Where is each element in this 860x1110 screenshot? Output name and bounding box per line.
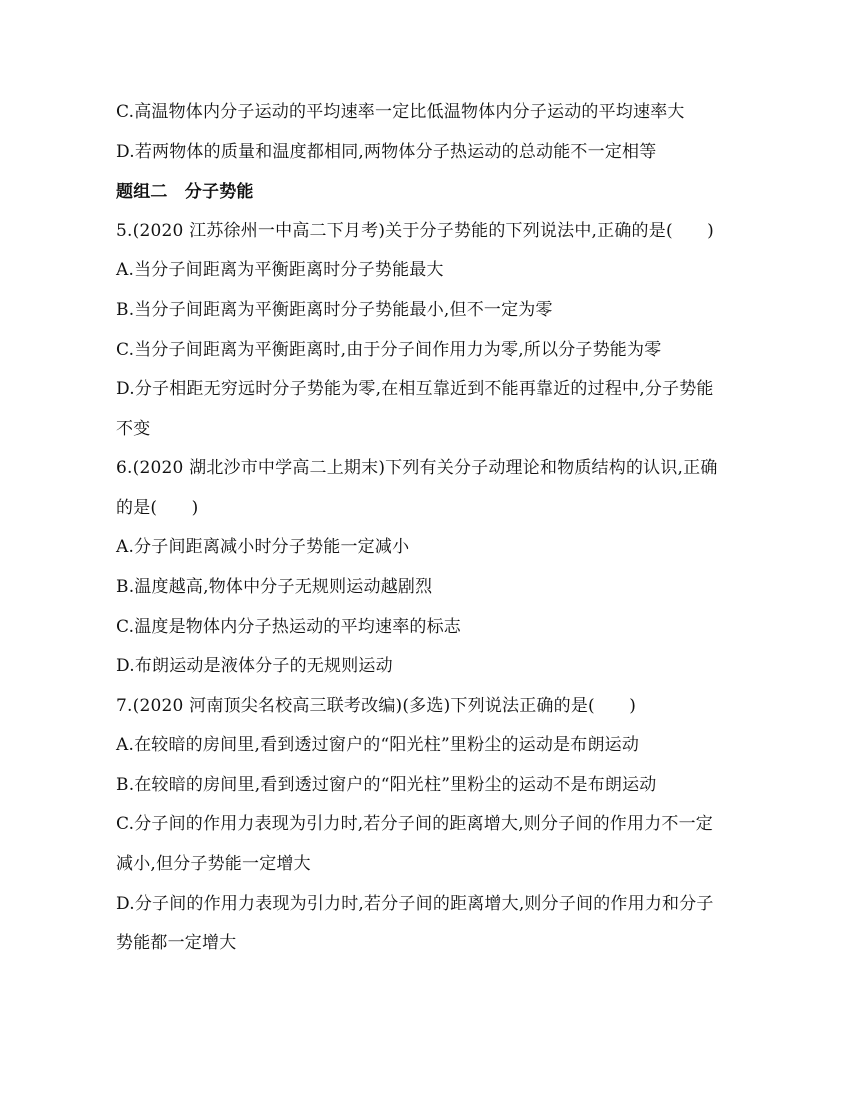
q6-option-b: B.温度越高,物体中分子无规则运动越剧烈 xyxy=(116,577,433,597)
q7-option-c: C.分子间的作用力表现为引力时,若分子间的距离增大,则分子间的作用力不一定 xyxy=(116,814,714,834)
question-5-stem: 5.(2020 江苏徐州一中高二下月考)关于分子势能的下列说法中,正确的是( ) xyxy=(116,221,715,241)
question-7-stem: 7.(2020 河南顶尖名校高三联考改编)(多选)下列说法正确的是( ) xyxy=(116,696,637,716)
q5-option-a: A.当分子间距离为平衡距离时分子势能最大 xyxy=(116,260,444,280)
q5-option-c: C.当分子间距离为平衡距离时,由于分子间作用力为零,所以分子势能为零 xyxy=(116,340,662,360)
q7-option-d-continued: 势能都一定增大 xyxy=(116,933,237,953)
q7-option-c-continued: 减小,但分子势能一定增大 xyxy=(116,854,311,874)
question-6-stem: 6.(2020 湖北沙市中学高二上期末)下列有关分子动理论和物质结构的认识,正确 xyxy=(116,458,718,478)
q6-option-d: D.布朗运动是液体分子的无规则运动 xyxy=(116,656,393,676)
q4-option-c: C.高温物体内分子运动的平均速率一定比低温物体内分子运动的平均速率大 xyxy=(116,102,685,122)
q5-option-d: D.分子相距无穷远时分子势能为零,在相互靠近到不能再靠近的过程中,分子势能 xyxy=(116,379,714,399)
section-heading-group2: 题组二 分子势能 xyxy=(116,182,254,202)
q6-option-c: C.温度是物体内分子热运动的平均速率的标志 xyxy=(116,617,462,637)
q6-option-a: A.分子间距离减小时分子势能一定减小 xyxy=(116,537,410,557)
q7-option-b: B.在较暗的房间里,看到透过窗户的“阳光柱”里粉尘的运动不是布朗运动 xyxy=(116,775,657,795)
question-6-stem-continued: 的是( ) xyxy=(116,498,199,518)
q4-option-d: D.若两物体的质量和温度都相同,两物体分子热运动的总动能不一定相等 xyxy=(116,142,657,162)
q5-option-d-continued: 不变 xyxy=(116,419,151,439)
q5-option-b: B.当分子间距离为平衡距离时分子势能最小,但不一定为零 xyxy=(116,300,553,320)
q7-option-a: A.在较暗的房间里,看到透过窗户的“阳光柱”里粉尘的运动是布朗运动 xyxy=(116,735,640,755)
q7-option-d: D.分子间的作用力表现为引力时,若分子间的距离增大,则分子间的作用力和分子 xyxy=(116,894,714,914)
